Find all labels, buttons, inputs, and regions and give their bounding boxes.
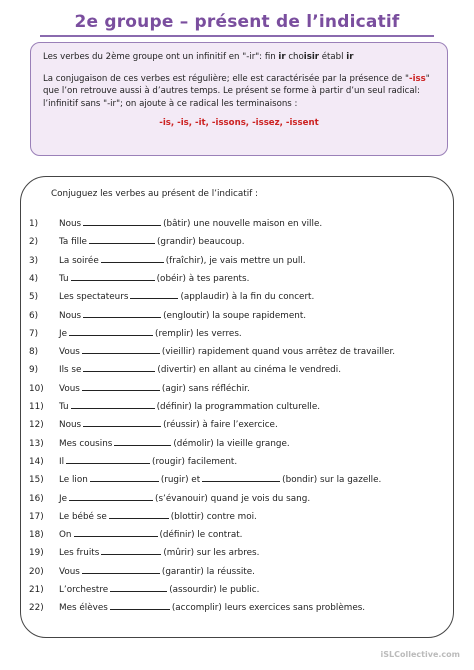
exercise-sentence — [59, 398, 320, 416]
exercise-item — [21, 526, 453, 544]
example-ending: ir — [346, 52, 354, 62]
grammar-rules-box — [30, 42, 448, 156]
exercise-subject: Vous — [59, 383, 80, 394]
exercise-verb-hint: (définir) la programmation culturelle. — [156, 402, 321, 412]
exercise-item — [21, 343, 453, 361]
exercise-sentence — [59, 490, 310, 508]
answer-blank[interactable] — [83, 418, 161, 427]
exercise-subject: Le bébé se — [59, 511, 107, 522]
answer-blank[interactable] — [89, 235, 155, 244]
exercise-number: 4) — [29, 273, 39, 284]
exercise-sentence — [59, 325, 242, 343]
exercise-sentence — [59, 508, 257, 526]
exercise-item — [21, 307, 453, 325]
exercise-number: 2) — [29, 237, 39, 248]
exercise-item — [21, 233, 453, 251]
exercise-item — [21, 544, 453, 562]
exercise-verb-hint: (applaudir) à la fin du concert. — [180, 292, 315, 303]
exercise-item — [21, 416, 453, 434]
exercise-number: 10) — [29, 383, 44, 394]
exercise-subject: Les spectateurs — [59, 292, 129, 303]
exercise-item — [21, 252, 453, 270]
example-ending: ir — [278, 52, 286, 62]
exercise-verb-hint: (agir) sans réfléchir. — [161, 383, 250, 394]
endings-list: -is, -is, -it, -issons, -issez, -issent — [159, 118, 319, 128]
answer-blank[interactable] — [82, 345, 160, 354]
answer-blank[interactable] — [82, 382, 160, 391]
exercise-verb-hint: (s’évanouir) quand je vois du sang. — [155, 493, 311, 504]
exercise-verb-hint: (fraîchir), je vais mettre un pull. — [165, 255, 306, 266]
exercise-verb-hint: (grandir) beaucoup. — [156, 237, 245, 248]
exercise-verb-hint: (divertir) en allant au cinéma le vendredi. — [157, 365, 342, 376]
exercise-sentence — [59, 416, 278, 434]
exercise-sentence — [59, 435, 290, 453]
exercise-subject: Nous — [59, 420, 82, 431]
exercise-subject: Les fruits — [59, 548, 100, 559]
answer-blank[interactable] — [83, 309, 161, 318]
answer-blank[interactable] — [101, 546, 161, 555]
exercise-subject: Vous — [59, 566, 80, 577]
exercise-subject: Ta fille — [59, 237, 87, 248]
exercise-sentence — [59, 343, 395, 361]
exercise-sentence — [59, 453, 237, 471]
exercise-item — [21, 563, 453, 581]
exercise-item — [21, 471, 453, 489]
answer-blank[interactable] — [83, 363, 155, 372]
exercise-verb-hint: (vieillir) rapidement quand vous arrêtez de travailler. — [161, 347, 396, 358]
answer-blank[interactable] — [82, 565, 160, 574]
exercise-item — [21, 270, 453, 288]
exercise-subject: Je — [59, 328, 68, 339]
exercise-number: 12) — [29, 420, 44, 431]
rule-paragraph-1 — [43, 51, 435, 64]
example-root: établ — [319, 52, 347, 62]
answer-blank[interactable] — [90, 473, 159, 482]
exercise-item — [21, 215, 453, 233]
answer-blank[interactable] — [101, 254, 164, 263]
exercise-verb-hint: (blottir) contre moi. — [170, 511, 257, 522]
exercise-item — [21, 398, 453, 416]
exercise-subject: Je — [59, 493, 68, 504]
exercise-item — [21, 581, 453, 599]
example-root: cho — [285, 52, 304, 62]
exercise-number: 21) — [29, 585, 44, 595]
exercise-verb-hint: (rugir) et — [160, 475, 201, 486]
exercise-subject: L’orchestre — [59, 585, 109, 595]
exercise-subject: Mes élèves — [59, 603, 108, 614]
exercise-sentence — [59, 380, 250, 398]
exercise-number: 7) — [29, 328, 39, 339]
answer-blank[interactable] — [66, 455, 150, 464]
exercise-verb-hint: (remplir) les verres. — [155, 328, 242, 339]
answer-blank[interactable] — [202, 473, 280, 482]
answer-blank[interactable] — [110, 583, 167, 592]
exercise-subject: Nous — [59, 219, 82, 229]
exercise-item — [21, 508, 453, 526]
exercise-verb-hint: (accomplir) leurs exercices sans problèmes. — [171, 603, 366, 614]
exercise-number: 6) — [29, 310, 39, 321]
exercise-item — [21, 435, 453, 453]
exercise-number: 1) — [29, 219, 39, 229]
iss-highlight: -iss — [409, 73, 426, 84]
exercise-number: 15) — [29, 475, 44, 486]
exercise-sentence — [59, 307, 306, 325]
exercise-sentence — [59, 215, 322, 233]
exercise-sentence — [59, 544, 259, 562]
exercise-verb-hint: (réussir) à faire l’exercice. — [163, 420, 278, 431]
exercise-subject: Nous — [59, 310, 82, 321]
exercise-number: 14) — [29, 456, 44, 467]
rule-paragraph-2 — [43, 73, 435, 111]
exercise-sentence — [59, 563, 255, 581]
exercise-item — [21, 288, 453, 306]
rule-text: La conjugaison de ces verbes est régulière; elle est caractérisée par la présence de " — [43, 73, 410, 84]
answer-blank[interactable] — [110, 601, 170, 610]
exercise-number: 16) — [29, 493, 44, 504]
exercise-sentence — [59, 233, 245, 251]
exercise-item — [21, 361, 453, 379]
exercise-number: 5) — [29, 292, 39, 303]
exercise-subject: Il — [59, 456, 65, 467]
exercise-sentence — [59, 288, 314, 306]
rule-text: Les verbes du 2ème groupe ont un infinitif en " — [43, 52, 247, 62]
exercise-verb-hint: (bâtir) une nouvelle maison en ville. — [163, 219, 323, 229]
exercise-subject: Tu — [59, 402, 69, 412]
exercise-number: 11) — [29, 402, 44, 412]
answer-blank[interactable] — [69, 492, 153, 501]
exercise-number: 13) — [29, 438, 44, 449]
exercise-sentence — [59, 361, 341, 379]
exercise-subject: Ils se — [59, 365, 82, 376]
answer-blank[interactable] — [71, 400, 155, 409]
answer-blank[interactable] — [74, 528, 158, 537]
exercise-subject: On — [59, 530, 72, 541]
exercise-number: 17) — [29, 511, 44, 522]
exercise-subject: La soirée — [59, 255, 99, 266]
exercise-verb-hint: (garantir) la réussite. — [161, 566, 255, 577]
exercise-box — [20, 176, 454, 638]
watermark: iSLCollective.com — [380, 650, 460, 659]
example-ending: is — [303, 52, 312, 62]
exercise-number: 8) — [29, 347, 39, 358]
exercise-verb-hint: (assourdir) le public. — [169, 585, 260, 595]
answer-blank[interactable] — [83, 217, 161, 226]
exercise-sentence — [59, 526, 242, 544]
exercise-item — [21, 453, 453, 471]
page-title: 2e groupe – présent de l’indicatif — [74, 12, 400, 32]
exercise-number: 19) — [29, 548, 44, 559]
exercise-item — [21, 490, 453, 508]
exercise-verb-hint: (engloutir) la soupe rapidement. — [163, 310, 307, 321]
title-underline — [40, 35, 434, 37]
exercise-subject: Mes cousins — [59, 438, 113, 449]
exercise-verb-hint: (mûrir) sur les arbres. — [163, 548, 260, 559]
exercise-subject: Le lion — [59, 475, 88, 486]
exercise-sentence — [59, 252, 306, 270]
exercise-verb-hint: (obéir) à tes parents. — [156, 273, 250, 284]
exercise-instruction: Conjuguez les verbes au présent de l’indicatif : — [51, 189, 259, 199]
exercise-verb-hint: (bondir) sur la gazelle. — [282, 475, 382, 486]
rule-ir-text: -ir — [246, 52, 256, 62]
example-ending: ir — [311, 52, 320, 62]
exercise-verb-hint: (démolir) la vieille grange. — [173, 438, 290, 449]
exercise-subject: Vous — [59, 347, 80, 358]
exercise-number: 22) — [29, 603, 44, 614]
exercise-sentence — [59, 581, 259, 599]
exercise-item — [21, 325, 453, 343]
exercise-sentence — [59, 270, 249, 288]
rule-text: " que l’on retrouve aussi à d’autres temps. Le présent se forme à partir d’un seul radical: l’infinitif sans "-ir"; on ajoute à ce radical les terminaisons : — [43, 73, 430, 109]
exercise-sentence — [59, 471, 381, 489]
answer-blank[interactable] — [71, 272, 155, 281]
exercise-item — [21, 599, 453, 617]
exercise-number: 18) — [29, 530, 44, 541]
answer-blank[interactable] — [69, 327, 153, 336]
exercise-verb-hint: (définir) le contrat. — [159, 530, 243, 541]
answer-blank[interactable] — [109, 510, 169, 519]
exercise-verb-hint: (rougir) facilement. — [152, 456, 238, 467]
answer-blank[interactable] — [114, 437, 171, 446]
exercise-number: 3) — [29, 255, 39, 266]
answer-blank[interactable] — [130, 290, 178, 299]
exercise-number: 20) — [29, 566, 44, 577]
exercise-sentence — [59, 599, 365, 617]
rule-text: ": fin — [255, 52, 279, 62]
exercise-subject: Tu — [59, 273, 69, 284]
exercise-item — [21, 380, 453, 398]
exercise-number: 9) — [29, 365, 39, 376]
